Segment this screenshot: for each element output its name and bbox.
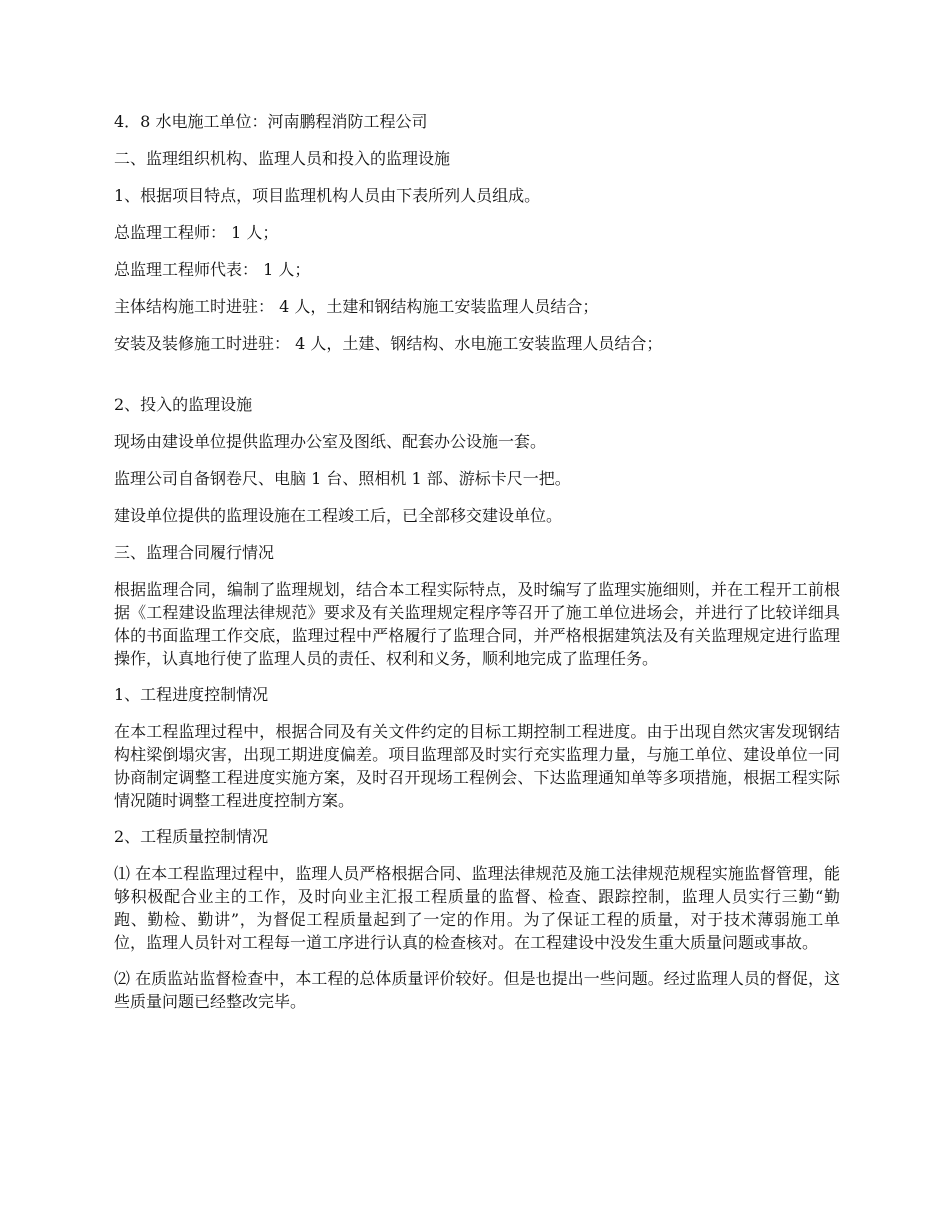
- schedule-control-heading: 1、工程进度控制情况: [114, 685, 269, 704]
- company-equipment-line: 监理公司自备钢卷尺、电脑 1 台、照相机 1 部、游标卡尺一把。: [114, 469, 571, 488]
- facilities-heading: 2、投入的监理设施: [114, 395, 253, 414]
- quality-control-heading: 2、工程质量控制情况: [114, 827, 269, 846]
- blank-line: [114, 369, 840, 393]
- facilities-handover-line: 建设单位提供的监理设施在工程竣工后，已全部移交建设单位。: [114, 506, 563, 525]
- quality-control-paragraph-2: ⑵ 在质监站监督检查中，本工程的总体质量评价较好。但是也提出一些问题。经过监理人员的督促，这些质量问题已经整改完毕。: [114, 969, 840, 1011]
- site-office-line: 现场由建设单位提供监理办公室及图纸、配套办公设施一套。: [114, 432, 547, 451]
- contract-performance-paragraph: 根据监理合同，编制了监理规划，结合本工程实际特点，及时编写了监理实施细则，并在工程开工前根据《工程建设监理法律规范》要求及有关监理规定程序等召开了施工单位进场会，并进行了比较详细具体的书面监理工作交底，监理过程中严格履行了监理合同，并严格根据建筑法及有关监理规定进行监理操作，认真地行使了监理人员的责任、权利和义务，顺利地完成了监理任务。: [114, 580, 840, 668]
- schedule-control-paragraph: 在本工程监理过程中，根据合同及有关文件约定的目标工期控制工程进度。由于出现自然灾害发现钢结构柱梁倒塌灾害，出现工期进度偏差。项目监理部及时实行充实监理力量，与施工单位、建设单位一同协商制定调整工程进度实施方案，及时召开现场工程例会、下达监理通知单等多项措施，根据工程实际情况随时调整工程进度控制方案。: [114, 722, 840, 810]
- installation-staff-line: 安装及装修施工时进驻： 4 人，土建、钢结构、水电施工安装监理人员结合；: [114, 334, 663, 353]
- main-structure-staff-line: 主体结构施工时进驻： 4 人，土建和钢结构施工安装监理人员结合；: [114, 297, 599, 316]
- section-heading-contract: 三、监理合同履行情况: [114, 543, 275, 562]
- section-heading-organization: 二、监理组织机构、监理人员和投入的监理设施: [114, 149, 451, 168]
- staff-composition-line: 1、根据项目特点，项目监理机构人员由下表所列人员组成。: [114, 186, 541, 205]
- document-body: [114, 110, 840, 1026]
- quality-control-paragraph-1: ⑴ 在本工程监理过程中，监理人员严格根据合同、监理法律规范及施工法律规范规程实施监督管理，能够积极配合业主的工作，及时向业主汇报工程质量的监督、检查、跟踪控制，监理人员实行三勤“勤跑、勤检、勤讲”，为督促工程质量起到了一定的作用。为了保证工程的质量，对于技术薄弱施工单位，监理人员针对工程每一道工序进行认真的检查核对。在工程建设中没发生重大质量问题或事故。: [114, 864, 840, 952]
- water-electric-contractor-line: 4．8 水电施工单位：河南鹏程消防工程公司: [114, 112, 428, 131]
- chief-engineer-representative-line: 总监理工程师代表： 1 人；: [114, 260, 311, 279]
- chief-engineer-line: 总监理工程师： 1 人；: [114, 223, 279, 242]
